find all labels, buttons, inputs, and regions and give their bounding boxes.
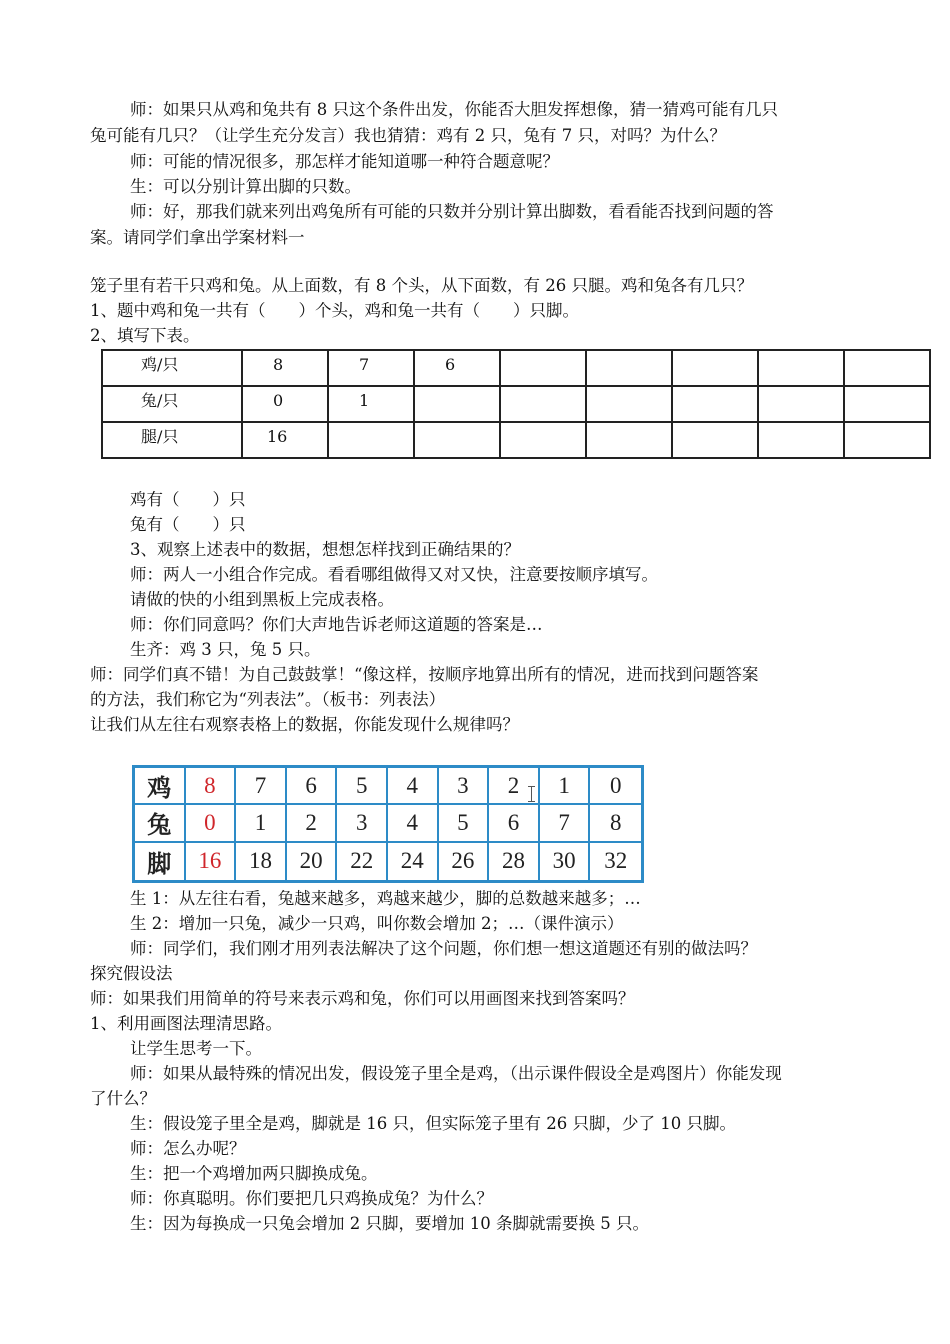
question-2: 2、填写下表。 <box>90 326 200 345</box>
table-cell: 4 <box>388 805 439 842</box>
text-line: 请做的快的小组到黑板上完成表格。 <box>130 590 394 609</box>
table-cell: 8 <box>590 805 641 842</box>
table-cell: 7 <box>328 350 414 386</box>
answer-line: 鸡有（ ）只 <box>130 490 246 509</box>
table-cell: 7 <box>236 768 287 805</box>
row-header: 鸡/只 <box>102 350 242 386</box>
table-cell <box>844 422 930 458</box>
text-line: 师：你真聪明。你们要把几只鸡换成兔？为什么？ <box>130 1189 493 1208</box>
text-line: 师：怎么办呢？ <box>130 1139 246 1158</box>
table-cell: 2 <box>489 768 540 805</box>
row-header: 兔 <box>135 805 186 842</box>
row-header: 腿/只 <box>102 422 242 458</box>
table-cell: 16 <box>186 843 237 880</box>
table-row <box>102 350 930 386</box>
text-line: 师：同学们真不错！为自己鼓鼓掌！“像这样，按顺序地算出所有的情况，进而找到问题答案 <box>90 665 759 684</box>
table-cell <box>758 386 844 422</box>
table-cell <box>586 422 672 458</box>
table-cell <box>414 386 500 422</box>
text-line: 的方法，我们称它为“列表法”。（板书：列表法） <box>90 690 446 709</box>
table-cell: 7 <box>540 805 591 842</box>
text-line: 师：可能的情况很多，那怎样才能知道哪一种符合题意呢？ <box>130 152 559 171</box>
text-line: 生 2：增加一只兔，减少一只鸡，叫你数会增加 2；…（课件演示） <box>130 914 624 933</box>
table-cell: 5 <box>337 768 388 805</box>
table-cell: 0 <box>186 805 237 842</box>
row-header: 脚 <box>135 843 186 880</box>
text-line: 生：可以分别计算出脚的只数。 <box>130 177 361 196</box>
fill-in-table <box>101 349 931 459</box>
table-cell: 0 <box>242 386 328 422</box>
table-cell: 1 <box>540 768 591 805</box>
row-header: 鸡 <box>135 768 186 805</box>
text-cursor-icon <box>531 786 534 802</box>
table-cell: 4 <box>388 768 439 805</box>
text-line: 师：好，那我们就来列出鸡兔所有可能的只数并分别计算出脚数，看看能否找到问题的答 <box>130 202 774 221</box>
table-cell: 6 <box>489 805 540 842</box>
table-cell: 18 <box>236 843 287 880</box>
problem-statement: 笼子里有若干只鸡和兔。从上面数，有 8 个头，从下面数，有 26 只腿。鸡和兔各有几只？ <box>90 276 753 295</box>
text-line: 让学生思考一下。 <box>130 1039 262 1058</box>
table-cell: 20 <box>287 843 338 880</box>
text-line: 师：你们同意吗？你们大声地告诉老师这道题的答案是… <box>130 615 543 634</box>
table-cell: 8 <box>186 768 237 805</box>
table-cell <box>844 386 930 422</box>
table-cell <box>500 350 586 386</box>
text-line: 1、利用画图法理清思路。 <box>90 1014 282 1033</box>
table-cell: 0 <box>590 768 641 805</box>
table-cell: 32 <box>604 848 628 874</box>
table-cell <box>844 350 930 386</box>
text-line: 师：如果我们用简单的符号来表示鸡和兔，你们可以用画图来找到答案吗？ <box>90 989 635 1008</box>
text-line: 了什么？ <box>90 1089 156 1108</box>
table-cell: 26 <box>439 843 490 880</box>
table-cell <box>328 422 414 458</box>
table-cell <box>672 386 758 422</box>
table-cell: 5 <box>439 805 490 842</box>
table-cell: 16 <box>242 422 328 458</box>
table-cell <box>672 350 758 386</box>
table-cell: 3 <box>337 805 388 842</box>
text-line: 师：两人一小组合作完成。看看哪组做得又对又快，注意要按顺序填写。 <box>130 565 658 584</box>
text-line: 生：把一个鸡增加两只脚换成兔。 <box>130 1164 378 1183</box>
table-cell <box>500 422 586 458</box>
table-row <box>102 386 930 422</box>
table-cell: 3 <box>439 768 490 805</box>
pattern-table <box>132 765 644 883</box>
table-cell: 8 <box>242 350 328 386</box>
table-row <box>102 422 930 458</box>
table-cell: 28 <box>489 843 540 880</box>
table-cell: 22 <box>337 843 388 880</box>
table-cell <box>672 422 758 458</box>
text-line: 生 1：从左往右看，兔越来越多，鸡越来越少，脚的总数越来越多；… <box>130 889 641 908</box>
text-line: 生：假设笼子里全是鸡，脚就是 16 只，但实际笼子里有 26 只脚，少了 10 只脚。 <box>130 1114 736 1133</box>
table-cell: 1 <box>236 805 287 842</box>
table-cell <box>500 386 586 422</box>
answer-line: 兔有（ ）只 <box>130 515 246 534</box>
table-cell <box>758 422 844 458</box>
text-line: 生齐：鸡 3 只，兔 5 只。 <box>130 640 321 659</box>
table-cell: 30 <box>540 843 591 880</box>
text-line: 师：如果只从鸡和兔共有 8 只这个条件出发，你能否大胆发挥想像，猜一猜鸡可能有几只 <box>130 100 778 119</box>
table-cell <box>586 386 672 422</box>
table-cell: 2 <box>287 805 338 842</box>
text-line: 师：同学们，我们刚才用列表法解决了这个问题，你们想一想这道题还有别的做法吗？ <box>130 939 757 958</box>
question-3: 3、观察上述表中的数据，想想怎样找到正确结果的？ <box>130 540 520 559</box>
row-header: 兔/只 <box>102 386 242 422</box>
text-line: 案。请同学们拿出学案材料一 <box>90 228 305 247</box>
text-line: 生：因为每换成一只兔会增加 2 只脚，要增加 10 条脚就需要换 5 只。 <box>130 1214 649 1233</box>
table-cell: 1 <box>328 386 414 422</box>
table-cell: 24 <box>388 843 439 880</box>
text-line: 兔可能有几只？（让学生充分发言）我也猜猜：鸡有 2 只，兔有 7 只，对吗？为什么？ <box>90 126 726 145</box>
text-line: 让我们从左往右观察表格上的数据，你能发现什么规律吗？ <box>90 715 519 734</box>
table-cell: 6 <box>287 768 338 805</box>
table-cell: 6 <box>414 350 500 386</box>
table-cell <box>586 350 672 386</box>
section-heading: 探究假设法 <box>90 964 173 983</box>
table-cell <box>414 422 500 458</box>
table-cell <box>758 350 844 386</box>
question-1: 1、题中鸡和兔一共有（ ）个头，鸡和兔一共有（ ）只脚。 <box>90 301 579 320</box>
text-line: 师：如果从最特殊的情况出发，假设笼子里全是鸡，（出示课件假设全是鸡图片）你能发现 <box>130 1064 782 1083</box>
